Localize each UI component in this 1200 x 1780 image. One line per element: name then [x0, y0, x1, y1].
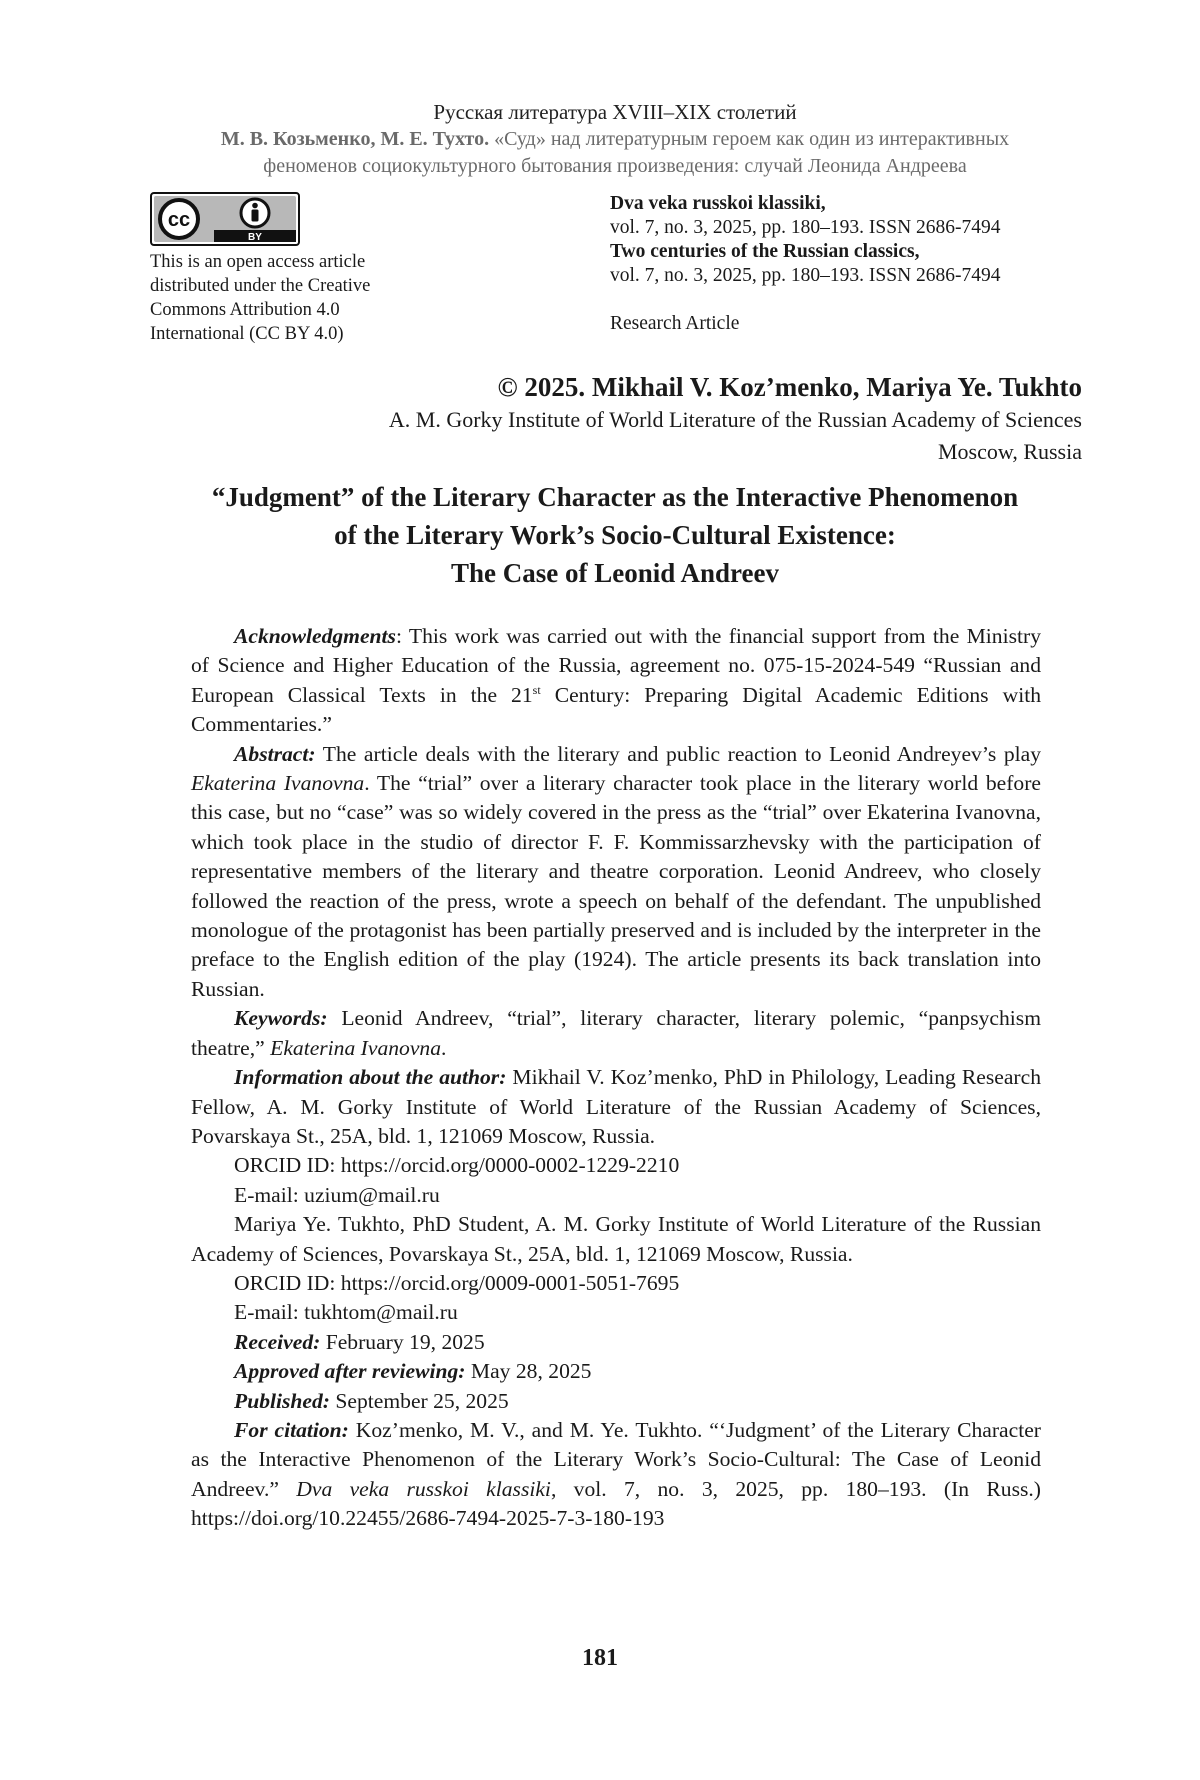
citation-label: For citation: — [234, 1418, 349, 1442]
citation-text-end: , vol. 7, no. 3, 2025, pp. 180–193. (In Russ.) https://doi.org/10.22455/2686-7494-2025-7-3-180-193 — [191, 1477, 1041, 1530]
page-number: 181 — [0, 1645, 1200, 1672]
abstract-paragraph — [191, 740, 1041, 1005]
license-line: International (CC BY 4.0) — [150, 322, 440, 346]
running-head-authors: М. В. Козьменко, М. Е. Тухто. — [221, 128, 489, 150]
ordinal-superscript: st — [533, 683, 541, 697]
author-info-paragraph — [191, 1063, 1041, 1151]
citation-journal: Dva veka russkoi klassiki — [296, 1477, 551, 1501]
keywords-text: Leonid Andreev, “trial”, literary character, literary polemic, “panpsychism theatre,” — [191, 1006, 1041, 1059]
license-line: Commons Attribution 4.0 — [150, 298, 440, 322]
acknowledgments-text: : This work was carried out with the financial support from the Ministry of Science and Higher Education of the Russia, agreement no. 075-15-2024-549 “Russian and European Classical Texts in the 21 — [191, 624, 1041, 707]
received-label: Received: — [234, 1330, 320, 1354]
acknowledgments-label: Acknowledgments — [234, 624, 396, 648]
keywords-end: . — [441, 1036, 446, 1060]
keywords-label: Keywords: — [234, 1006, 328, 1030]
approved-label: Approved after reviewing: — [234, 1359, 466, 1383]
article-type: Research Article — [610, 312, 1090, 336]
journal-issue-english: vol. 7, no. 3, 2025, pp. 180–193. ISSN 2686-7494 — [610, 264, 1090, 288]
byline — [389, 370, 1082, 468]
title-line: The Case of Leonid Andreev — [150, 554, 1080, 592]
author-affiliation: A. M. Gorky Institute of World Literature of the Russian Academy of Sciences — [389, 404, 1082, 436]
article-title — [150, 478, 1080, 592]
license-block — [150, 192, 440, 346]
abstract-label: Abstract: — [234, 742, 316, 766]
running-head-title-line1: «Суд» над литературным героем как один из интерактивных — [494, 128, 1009, 150]
cc-icon: cc — [168, 209, 190, 231]
acknowledgments-paragraph — [191, 622, 1041, 740]
cc-by-license-badge[interactable] — [150, 192, 300, 246]
by-person-icon — [252, 203, 258, 209]
approved-value: May 28, 2025 — [466, 1359, 592, 1383]
acknowledgments-text-end: Century: Preparing Digital Academic Editions with Commentaries.” — [191, 683, 1041, 736]
article-front-matter — [191, 622, 1041, 1534]
abstract-text-end: . The “trial” over a literary character took place in the literary world before this case, but no “case” was so widely covered in the press as the “trial” over Ekaterina Ivanovna, which took place in the studio of director F. F. Kommissarzhevsky with the participation of representative members of the literary and theatre corporation. Leonid Andreev, who closely followed the reaction of the press, wrote a speech on behalf of the defendant. The unpublished monologue of the protagonist has been partially preserved and is included by the interpreter in the preface to the English edition of the play (1924). The article presents its back translation into Russian. — [191, 771, 1041, 1001]
received-value: February 19, 2025 — [320, 1330, 484, 1354]
email-1[interactable]: E-mail: uzium@mail.ru — [191, 1181, 1041, 1210]
author-info-label: Information about the author: — [234, 1065, 506, 1089]
running-head-authors-title — [150, 126, 1080, 153]
keywords-paragraph — [191, 1004, 1041, 1063]
running-head-section: Русская литература XVIII–XIX столетий — [150, 98, 1080, 126]
license-line: distributed under the Creative — [150, 274, 440, 298]
citation-paragraph — [191, 1416, 1041, 1534]
journal-name-english: Two centuries of the Russian classics, — [610, 240, 1090, 264]
play-title: Ekaterina Ivanovna — [191, 771, 364, 795]
published-label: Published: — [234, 1389, 330, 1413]
journal-issue-translit: vol. 7, no. 3, 2025, pp. 180–193. ISSN 2686-7494 — [610, 216, 1090, 240]
author1-info: Mikhail V. Koz’menko, PhD in Philology, Leading Research Fellow, A. M. Gorky Institute of World Literature of the Russian Academy of Sciences, Povarskaya St., 25A, bld. 1, 121069 Moscow, Russia. — [191, 1065, 1041, 1148]
approved-date — [191, 1357, 1041, 1386]
author-location: Moscow, Russia — [389, 436, 1082, 468]
running-head-title-line2: феноменов социокультурного бытования произведения: случай Леонида Андреева — [150, 153, 1080, 180]
published-date — [191, 1387, 1041, 1416]
license-text — [150, 250, 440, 346]
running-head — [150, 98, 1080, 180]
published-value: September 25, 2025 — [330, 1389, 509, 1413]
title-line: “Judgment” of the Literary Character as the Interactive Phenomenon — [150, 478, 1080, 516]
article-page — [0, 0, 1200, 1780]
title-line: of the Literary Work’s Socio-Cultural Existence: — [150, 516, 1080, 554]
by-label: BY — [248, 232, 262, 243]
journal-name-translit: Dva veka russkoi klassiki, — [610, 192, 1090, 216]
received-date — [191, 1328, 1041, 1357]
journal-info — [610, 192, 1090, 336]
author2-info: Mariya Ye. Tukhto, PhD Student, A. M. Gorky Institute of World Literature of the Russian Academy of Sciences, Povarskaya St., 25A, bld. 1, 121069 Moscow, Russia. — [191, 1210, 1041, 1269]
abstract-text: The article deals with the literary and public reaction to Leonid Andreyev’s play — [316, 742, 1041, 766]
play-title: Ekaterina Ivanovna — [270, 1036, 441, 1060]
author-names: © 2025. Mikhail V. Koz’menko, Mariya Ye. Tukhto — [389, 370, 1082, 404]
orcid-2[interactable]: ORCID ID: https://orcid.org/0009-0001-5051-7695 — [191, 1269, 1041, 1298]
orcid-1[interactable]: ORCID ID: https://orcid.org/0000-0002-1229-2210 — [191, 1151, 1041, 1180]
license-line: This is an open access article — [150, 250, 440, 274]
email-2[interactable]: E-mail: tukhtom@mail.ru — [191, 1298, 1041, 1327]
citation-text: Koz’menko, M. V., and M. Ye. Tukhto. “‘Judgment’ of the Literary Character as the Interactive Phenomenon of the Literary Work’s Socio-Cultural: The Case of Leonid Andreev.” — [191, 1418, 1041, 1501]
